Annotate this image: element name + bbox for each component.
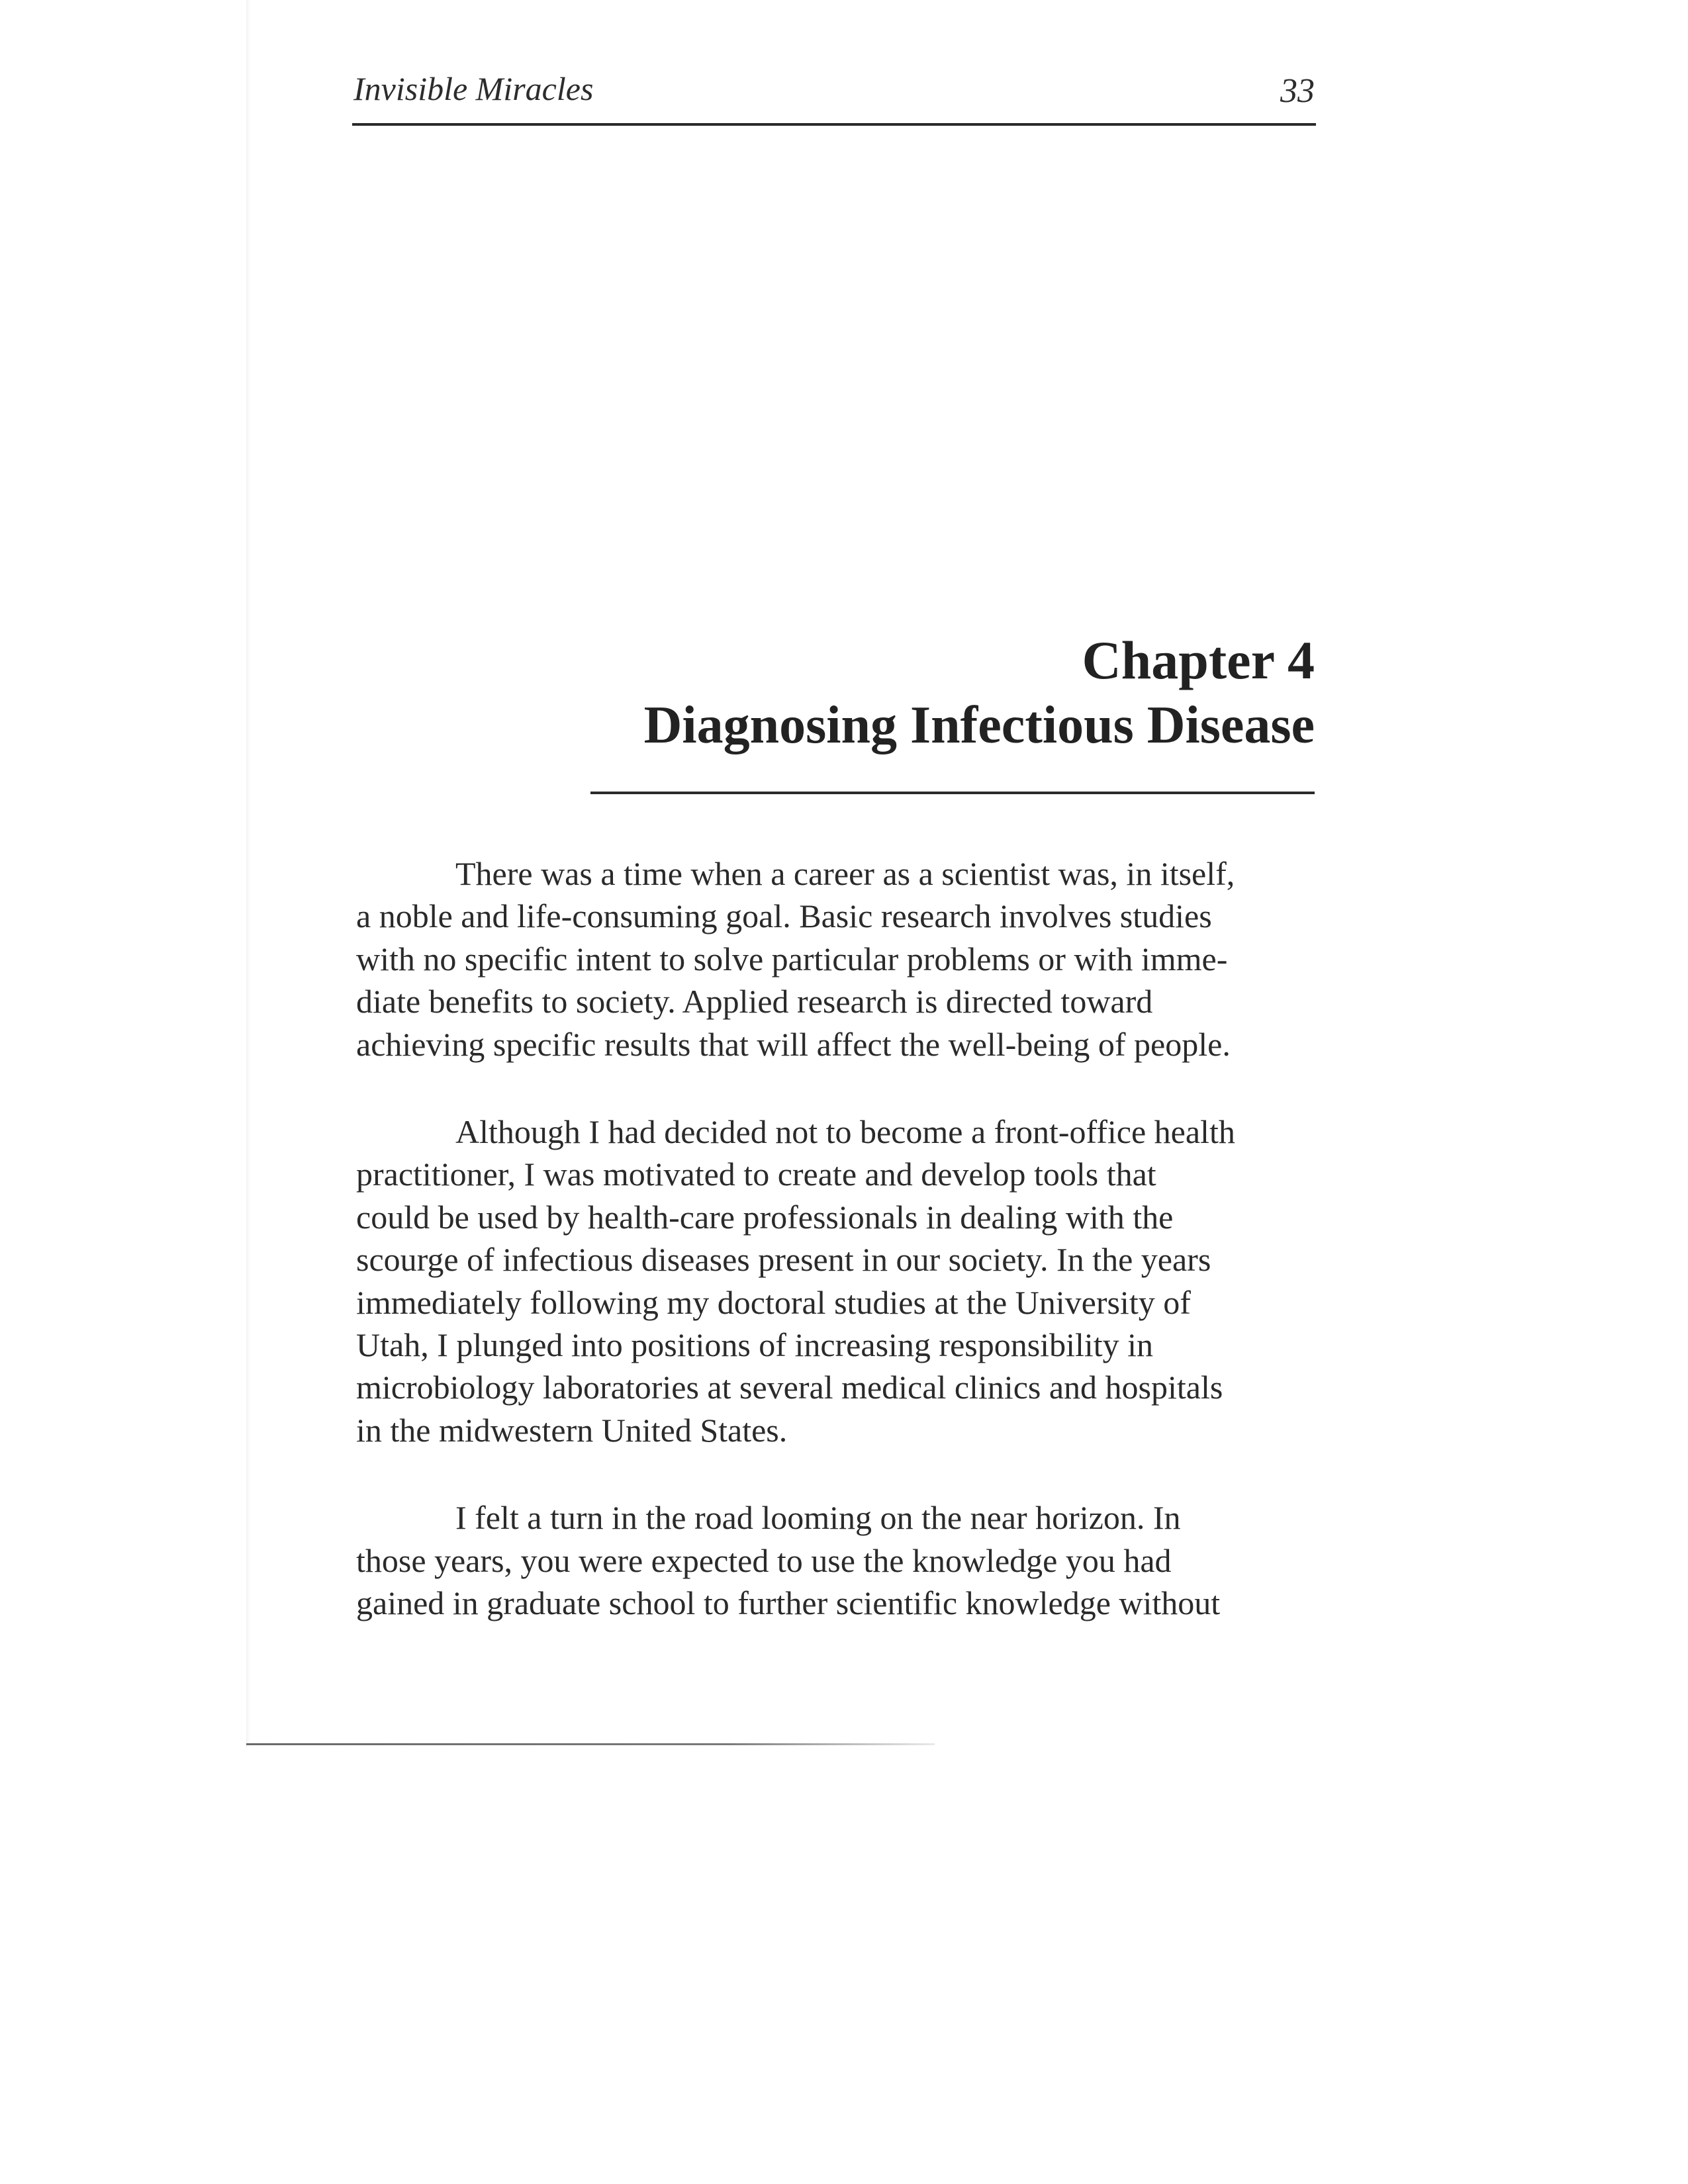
- paragraph-2: [356, 1111, 1315, 1451]
- page-number: 33: [1280, 72, 1315, 110]
- chapter-heading: [583, 629, 1315, 758]
- page-bottom-edge: [246, 1743, 935, 1745]
- running-head: [353, 66, 1315, 119]
- text-line: There was a time when a career as a scientist was, in itself,: [455, 855, 1235, 892]
- text-line: immediately following my doctoral studies at the University of: [356, 1283, 1191, 1321]
- text-line: a noble and life-consuming goal. Basic research involves studies: [356, 897, 1212, 935]
- text-line: scourge of infectious diseases present in our society. In the years: [356, 1241, 1211, 1279]
- text-line: those years, you were expected to use the knowledge you had: [356, 1541, 1172, 1579]
- text-line: Although I had decided not to become a front-office health: [455, 1113, 1235, 1151]
- page-left-edge: [246, 0, 252, 1747]
- body-text: [356, 852, 1315, 1670]
- chapter-rule: [590, 792, 1315, 794]
- text-line: I felt a turn in the road looming on the near horizon. In: [455, 1499, 1181, 1537]
- text-line: could be used by health-care professionals in dealing with the: [356, 1198, 1174, 1236]
- text-line: Utah, I plunged into positions of increasing responsibility in: [356, 1326, 1154, 1364]
- text-line: gained in graduate school to further scientific knowledge without: [356, 1584, 1221, 1622]
- text-line: diate benefits to society. Applied research is directed toward: [356, 983, 1153, 1021]
- paragraph-3: [356, 1496, 1315, 1624]
- running-head-rule: [352, 123, 1316, 126]
- chapter-number: Chapter 4: [1082, 630, 1315, 690]
- text-line: practitioner, I was motivated to create and develop tools that: [356, 1156, 1156, 1193]
- chapter-title: Diagnosing Infectious Disease: [643, 696, 1315, 754]
- paragraph-1: [356, 852, 1315, 1066]
- text-line: in the midwestern United States.: [356, 1411, 788, 1449]
- text-line: with no specific intent to solve particular problems or with imme-: [356, 940, 1228, 978]
- text-line: achieving specific results that will affect the well-being of people.: [356, 1025, 1231, 1063]
- text-line: microbiology laboratories at several medical clinics and hospitals: [356, 1369, 1223, 1406]
- running-head-title: Invisible Miracles: [353, 70, 594, 107]
